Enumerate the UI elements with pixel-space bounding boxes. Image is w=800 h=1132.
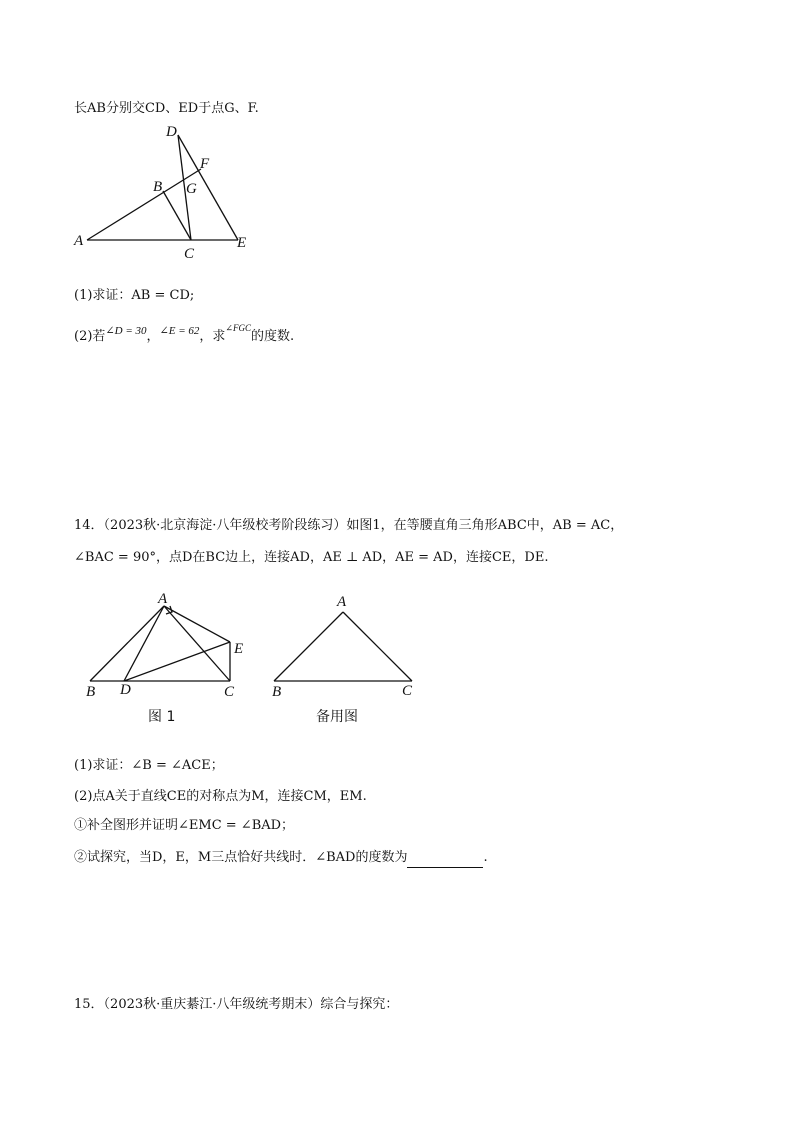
q2-sep: ，	[146, 329, 160, 344]
label-D: D	[166, 124, 177, 140]
label-B: B	[272, 684, 282, 700]
segment-AE	[164, 606, 230, 642]
q2-2-end: .	[483, 850, 488, 865]
p14-figure-1	[80, 588, 280, 728]
label-E: E	[234, 641, 244, 657]
label-B: B	[86, 684, 96, 700]
q2-angle-d: ∠D = 30	[105, 325, 147, 337]
p13-question-1: (1)求证：AB = CD;	[74, 288, 195, 303]
label-D: D	[120, 682, 131, 698]
q2-suffix: 的度数.	[250, 329, 295, 344]
q2-2-text: ②试探究，当D，E，M三点恰好共线时．∠BAD的度数为	[74, 850, 408, 865]
segment-AD	[124, 606, 164, 681]
backup-figure-caption: 备用图	[316, 709, 358, 725]
label-F: F	[200, 156, 210, 172]
figure-1-caption: 图 1	[148, 709, 176, 725]
label-A: A	[158, 591, 168, 607]
q2-angle-fgc: ∠FGC	[225, 323, 251, 333]
segment-BC	[163, 191, 191, 240]
label-C: C	[224, 684, 235, 700]
q2-ask: ，求	[199, 329, 226, 344]
label-B: B	[153, 179, 163, 195]
label-C: C	[184, 246, 195, 262]
p13-figure	[70, 124, 310, 264]
p14-question-2: (2)点A关于直线CE的对称点为M，连接CM，EM.	[74, 789, 367, 804]
q2-prefix: (2)若	[74, 329, 106, 344]
p14-question-2-2	[74, 848, 488, 868]
label-A: A	[74, 233, 84, 249]
label-C: C	[402, 683, 413, 699]
p14-line-1: 14．（2023秋·北京海淀·八年级校考阶段练习）如图1，在等腰直角三角形ABC中，AB = AC，	[74, 518, 624, 533]
label-A: A	[337, 594, 347, 610]
p13-intro: 长AB分别交CD、ED于点G、F.	[74, 101, 259, 116]
label-G: G	[186, 181, 197, 197]
p14-question-1: (1)求证：∠B = ∠ACE；	[74, 758, 224, 773]
segment-AC	[164, 606, 230, 681]
p13-question-2	[74, 323, 295, 347]
segment-AB	[274, 612, 343, 681]
answer-blank	[407, 853, 483, 868]
q2-angle-e: ∠E = 62	[159, 325, 200, 337]
p14-question-2-1: ①补全图形并证明∠EMC = ∠BAD；	[74, 818, 295, 833]
p15-line-1: 15．（2023秋·重庆綦江·八年级统考期末）综合与探究：	[74, 997, 399, 1012]
p14-line-2: ∠BAC = 90°，点D在BC边上，连接AD，AE ⊥ AD，AE = AD，连接CE，DE.	[74, 550, 549, 565]
p14-figure-backup	[268, 588, 438, 728]
segment-AC	[343, 612, 412, 681]
segment-DE	[124, 642, 230, 681]
label-E: E	[237, 235, 247, 251]
